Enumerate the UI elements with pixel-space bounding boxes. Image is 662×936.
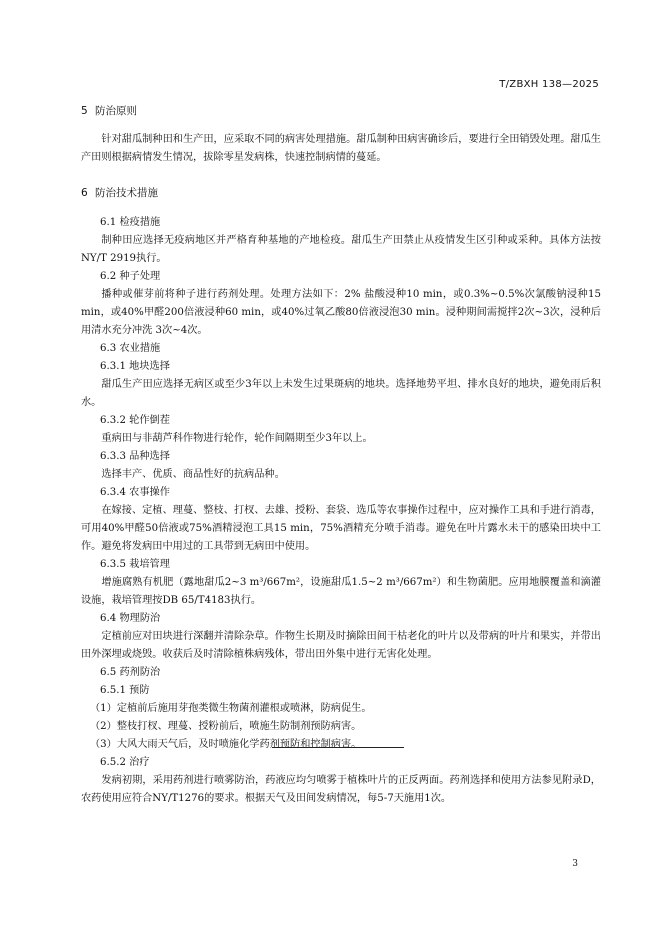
section-6-3-4-heading: 6.3.4 农事操作 bbox=[100, 487, 170, 498]
section-6-4-text: 定植前应对田块进行深翻并清除杂草。作物生长期及时摘除田间干枯老化的叶片以及带病的叶片和果实，并带出田外深埋或烧毁。收获后及时清除植株病残体，带出田外集中进行无害化处理。 bbox=[81, 631, 601, 660]
list-item: （1）定植前后施用芽孢类微生物菌剂灌根或喷淋，防病促生。 bbox=[90, 703, 372, 714]
section-6-2-text: 播种或催芽前将种子进行药剂处理。处理方法如下：2% 盐酸浸种10 min，或0.3%~0.5%次氯酸钠浸种15 min，或40%甲醛200倍液浸种60 min，或40%过氧乙酸80倍液浸泡30 min。浸种期间需搅拌2次~3次，浸种后用清水充分冲洗 3次~4次。 bbox=[81, 289, 601, 336]
section-6-3-3-text: 选择丰产、优质、商品性好的抗病品种。 bbox=[101, 469, 285, 480]
section-6-5-1-heading: 6.5.1 预防 bbox=[100, 685, 150, 696]
section-6-4-heading: 6.4 物理防治 bbox=[100, 613, 161, 624]
end-rule bbox=[272, 747, 404, 748]
document-body bbox=[81, 102, 601, 808]
section-6-3-4-text: 在嫁接、定植、理蔓、整枝、打杈、去雄、授粉、套袋、选瓜等农事操作过程中，应对操作工具和手进行消毒，可用40%甲醛50倍液或75%酒精浸泡工具15 min，75%酒精充分喷手消毒。避免在叶片露水未干的感染田块中工作。避免将发病田中用过的工具带到无病田中使用。 bbox=[81, 505, 601, 552]
section-6-5-heading: 6.5 药剂防治 bbox=[100, 667, 161, 678]
section-6-5-2-text: 发病初期，采用药剂进行喷雾防治，药液应均匀喷雾于植株叶片的正反两面。药剂选择和使用方法参见附录D，农药使用应符合NY/T1276的要求。根据天气及田间发病情况，每5-7天施用1次。 bbox=[81, 775, 601, 804]
section-6-3-2-text: 重病田与非葫芦科作物进行轮作，轮作间隔期至少3年以上。 bbox=[101, 433, 373, 444]
section-6-3-1-text: 甜瓜生产田应选择无病区或至少3年以上未发生过果斑病的地块。选择地势平坦、排水良好的地块，避免雨后积水。 bbox=[81, 379, 601, 408]
section-6-2-heading: 6.2 种子处理 bbox=[100, 271, 161, 282]
section-6-3-2-heading: 6.3.2 轮作倒茬 bbox=[100, 415, 170, 426]
section-6-3-1-heading: 6.3.1 地块选择 bbox=[100, 361, 170, 372]
section-5-paragraph: 针对甜瓜制种田和生产田，应采取不同的病害处理措施。甜瓜制种田病害确诊后，要进行全田销毁处理。甜瓜生产田则根据病情发生情况，拔除零星发病株，快速控制病情的蔓延。 bbox=[81, 134, 601, 163]
section-6-3-3-heading: 6.3.3 品种选择 bbox=[100, 451, 170, 462]
section-6-3-5-text: 增施腐熟有机肥（露地甜瓜2~3 m³/667m²，设施甜瓜1.5~2 m³/667m²）和生物菌肥。应用地膜覆盖和滴灌设施，栽培管理按DB 65/T4183执行。 bbox=[81, 577, 601, 606]
doc-id-header: T/ZBXH 138—2025 bbox=[499, 79, 599, 90]
section-6-1-text: 制种田应选择无疫病地区并严格育种基地的产地检疫。甜瓜生产田禁止从疫情发生区引种或采种。具体方法按NY/T 2919执行。 bbox=[81, 235, 601, 264]
section-6-3-heading: 6.3 农业措施 bbox=[100, 343, 161, 354]
section-6-3-5-heading: 6.3.5 栽培管理 bbox=[100, 559, 170, 570]
page-number: 3 bbox=[572, 859, 578, 869]
section-6-1-heading: 6.1 检疫措施 bbox=[100, 217, 161, 228]
section-6-5-2-heading: 6.5.2 治疗 bbox=[100, 757, 150, 768]
section-5-heading: 5 防治原则 bbox=[81, 105, 137, 117]
section-6-heading: 6 防治技术措施 bbox=[81, 187, 158, 199]
list-item: （3）大风大雨天气后，及时喷施化学药剂预防和控制病害。 bbox=[90, 739, 362, 750]
list-item: （2）整枝打杈、理蔓、授粉前后，喷施生防制剂预防病害。 bbox=[90, 721, 362, 732]
